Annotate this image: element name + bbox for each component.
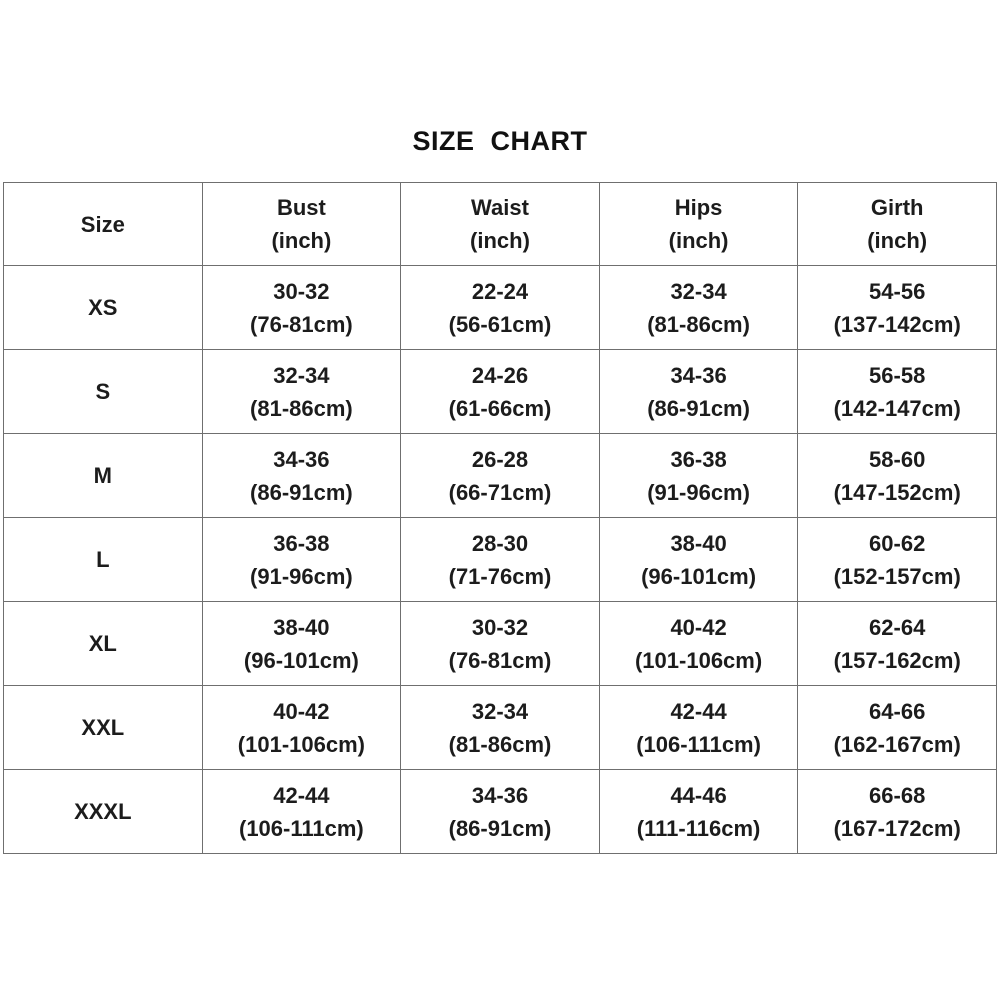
inch-range: 58-60 <box>869 446 926 472</box>
cm-range: (86-91cm) <box>448 815 552 841</box>
inch-range: 32-34 <box>273 362 330 388</box>
column-unit: (inch) <box>470 228 530 253</box>
cm-range: (96-101cm) <box>641 563 757 589</box>
cm-range: (76-81cm) <box>250 311 353 337</box>
table-row <box>4 266 997 350</box>
size-label: XXL <box>81 715 125 740</box>
column-label: Bust <box>276 195 326 220</box>
column-header-waist <box>401 183 600 266</box>
cm-range: (142-147cm) <box>833 395 961 421</box>
cm-range: (101-106cm) <box>634 647 763 673</box>
inch-range: 34-36 <box>471 782 529 808</box>
size-label-cell <box>4 686 203 770</box>
cm-range: (61-66cm) <box>448 395 552 421</box>
bust-cell <box>202 686 401 770</box>
inch-range: 36-38 <box>273 530 330 556</box>
inch-range: 36-38 <box>670 446 727 472</box>
hips-cell <box>599 770 798 854</box>
size-label-cell <box>4 350 203 434</box>
size-label: S <box>95 379 111 404</box>
cm-range: (71-76cm) <box>448 563 552 589</box>
column-label: Size <box>80 211 125 237</box>
column-unit: (inch) <box>271 228 332 253</box>
inch-range: 40-42 <box>273 698 330 724</box>
hips-cell <box>599 434 798 518</box>
table-row <box>4 350 997 434</box>
inch-range: 34-36 <box>273 446 330 472</box>
cm-range: (81-86cm) <box>448 731 552 757</box>
hips-cell <box>599 686 798 770</box>
cm-range: (56-61cm) <box>448 311 552 337</box>
table-header-row <box>4 183 997 266</box>
inch-range: 38-40 <box>670 530 727 556</box>
inch-range: 42-44 <box>670 698 727 724</box>
inch-range: 34-36 <box>670 362 727 388</box>
bust-cell <box>202 602 401 686</box>
size-label: XS <box>88 295 118 320</box>
bust-cell <box>202 518 401 602</box>
hips-cell <box>599 266 798 350</box>
cm-range: (86-91cm) <box>250 479 353 505</box>
hips-cell <box>599 518 798 602</box>
girth-cell <box>798 434 997 518</box>
inch-range: 42-44 <box>273 782 330 808</box>
waist-cell <box>401 602 600 686</box>
cm-range: (162-167cm) <box>833 731 961 757</box>
inch-range: 54-56 <box>869 278 926 304</box>
waist-cell <box>401 350 600 434</box>
column-header-bust <box>202 183 401 266</box>
inch-range: 30-32 <box>471 614 529 640</box>
column-label: Hips <box>674 195 723 220</box>
size-label: XL <box>88 631 117 656</box>
waist-cell <box>401 518 600 602</box>
bust-cell <box>202 770 401 854</box>
cm-range: (147-152cm) <box>833 479 961 505</box>
inch-range: 56-58 <box>869 362 926 388</box>
girth-cell <box>798 266 997 350</box>
waist-cell <box>401 770 600 854</box>
girth-cell <box>798 602 997 686</box>
waist-cell <box>401 266 600 350</box>
table-row <box>4 770 997 854</box>
cm-range: (101-106cm) <box>237 731 365 757</box>
inch-range: 66-68 <box>869 782 926 808</box>
table-row <box>4 686 997 770</box>
bust-cell <box>202 434 401 518</box>
table-row <box>4 518 997 602</box>
column-header-girth <box>798 183 997 266</box>
size-label-cell <box>4 434 203 518</box>
cm-range: (106-111cm) <box>239 815 364 841</box>
size-label-cell <box>4 770 203 854</box>
cm-range: (66-71cm) <box>448 479 552 505</box>
cm-range: (157-162cm) <box>833 647 961 673</box>
hips-cell <box>599 602 798 686</box>
cm-range: (152-157cm) <box>833 563 961 589</box>
cm-range: (137-142cm) <box>833 311 961 337</box>
waist-cell <box>401 686 600 770</box>
inch-range: 44-46 <box>670 782 727 808</box>
girth-cell <box>798 770 997 854</box>
column-unit: (inch) <box>668 228 729 253</box>
table-body <box>4 266 997 854</box>
column-label: Girth <box>870 195 924 220</box>
size-chart-table <box>3 182 997 854</box>
bust-cell <box>202 350 401 434</box>
table-row <box>4 434 997 518</box>
column-header-hips <box>599 183 798 266</box>
cm-range: (86-91cm) <box>647 395 750 421</box>
inch-range: 24-26 <box>471 362 529 388</box>
girth-cell <box>798 686 997 770</box>
cm-range: (81-86cm) <box>250 395 353 421</box>
girth-cell <box>798 350 997 434</box>
size-label: XXXL <box>74 799 132 824</box>
inch-range: 62-64 <box>869 614 926 640</box>
cm-range: (76-81cm) <box>448 647 552 673</box>
waist-cell <box>401 434 600 518</box>
cm-range: (91-96cm) <box>250 563 353 589</box>
column-header-size <box>4 183 203 266</box>
size-label: L <box>96 547 110 572</box>
bust-cell <box>202 266 401 350</box>
size-label: M <box>93 463 112 488</box>
inch-range: 26-28 <box>471 446 529 472</box>
cm-range: (96-101cm) <box>243 647 359 673</box>
cm-range: (111-116cm) <box>636 815 761 841</box>
size-label-cell <box>4 266 203 350</box>
column-label: Waist <box>471 195 529 220</box>
cm-range: (106-111cm) <box>636 731 761 757</box>
page-title: SIZE CHART <box>412 126 588 156</box>
cm-range: (91-96cm) <box>647 479 750 505</box>
inch-range: 64-66 <box>869 698 926 724</box>
column-unit: (inch) <box>867 228 928 253</box>
table-row <box>4 602 997 686</box>
cm-range: (167-172cm) <box>833 815 961 841</box>
hips-cell <box>599 350 798 434</box>
cm-range: (81-86cm) <box>647 311 750 337</box>
inch-range: 30-32 <box>273 278 330 304</box>
inch-range: 60-62 <box>869 530 926 556</box>
size-label-cell <box>4 518 203 602</box>
inch-range: 38-40 <box>273 614 330 640</box>
girth-cell <box>798 518 997 602</box>
inch-range: 32-34 <box>471 698 529 724</box>
inch-range: 28-30 <box>471 530 529 556</box>
size-label-cell <box>4 602 203 686</box>
inch-range: 40-42 <box>670 614 727 640</box>
inch-range: 32-34 <box>670 278 727 304</box>
inch-range: 22-24 <box>471 278 529 304</box>
